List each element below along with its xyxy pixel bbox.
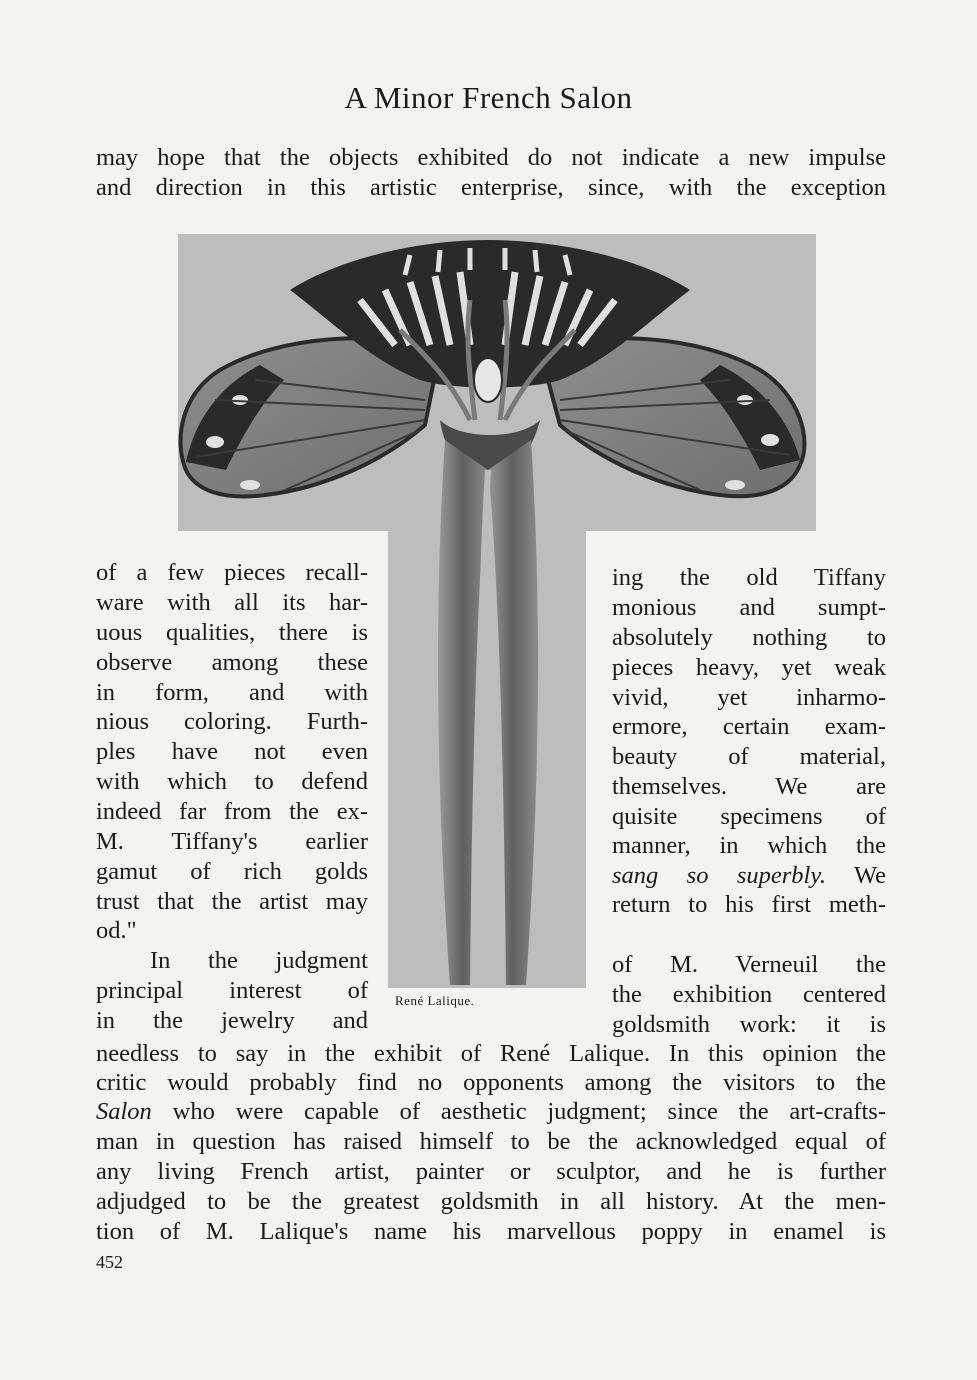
text-line: may hope that the objects exhibited do not indicate a new impulse [96, 144, 886, 171]
text-line: of M. Verneuil the [612, 951, 886, 978]
text-line: nious coloring. Furth- [96, 708, 368, 735]
text-line: ples have not even [96, 738, 368, 765]
text-line: manner, in which the [612, 832, 886, 859]
text-line: absolutely nothing to [612, 624, 886, 651]
page-number: 452 [96, 1252, 123, 1272]
page-title: A Minor French Salon [344, 80, 633, 115]
text-line: ermore, certain exam- [612, 713, 886, 740]
text-line: gamut of rich golds [96, 858, 368, 885]
text-line [96, 1097, 886, 1127]
text-line: the exhibition centered [612, 981, 886, 1008]
figure-caption: René Lalique. [395, 993, 475, 1008]
text-line: of a few pieces recall- [96, 559, 368, 586]
text-line: themselves. We are [612, 773, 886, 800]
text-line: and direction in this artistic enterprise, since, with the exception [96, 174, 886, 201]
text-line: vivid, yet inharmo- [612, 684, 886, 711]
text-line: principal interest of [96, 977, 368, 1004]
text-line: observe among these [96, 649, 368, 676]
text-line: tion of M. Lalique's name his marvellous poppy in enamel is [96, 1218, 886, 1245]
text-run: We [826, 862, 886, 889]
text-line: pieces heavy, yet weak [612, 654, 886, 681]
text-line: needless to say in the exhibit of René Lalique. In this opinion the [96, 1040, 886, 1067]
text-line: critic would probably find no opponents among the visitors to the [96, 1069, 886, 1096]
italic-phrase: sang so superbly. [612, 862, 826, 889]
text-run: who were capable of aesthetic judgment; since the art-crafts- [151, 1098, 886, 1125]
text-line: ware with all its har- [96, 589, 368, 616]
text-line: goldsmith work: it is [612, 1011, 886, 1038]
text-line: monious and sumpt- [612, 594, 886, 621]
text-line: adjudged to be the greatest goldsmith in all history. At the men- [96, 1188, 886, 1215]
text-line: beauty of material, [612, 743, 886, 770]
text-line: with which to defend [96, 768, 368, 795]
text-line: return to his first meth- [612, 891, 886, 918]
text-line: in the jewelry and [96, 1007, 368, 1034]
text-line [612, 861, 886, 891]
text-line: trust that the artist may [96, 888, 368, 915]
text-line: In the judgment [150, 947, 368, 974]
text-line: any living French artist, painter or sculptor, and he is further [96, 1158, 886, 1185]
italic-phrase: Salon [96, 1098, 152, 1125]
text-line: od." [96, 917, 137, 944]
text-line: man in question has raised himself to be the acknowledged equal of [96, 1128, 886, 1155]
text-line: uous qualities, there is [96, 619, 368, 646]
text-line: quisite specimens of [612, 803, 886, 830]
text-line: M. Tiffany's earlier [96, 828, 368, 855]
text-line: ing the old Tiffany [612, 564, 886, 591]
text-line: in form, and with [96, 679, 368, 706]
text-line: indeed far from the ex- [96, 798, 368, 825]
